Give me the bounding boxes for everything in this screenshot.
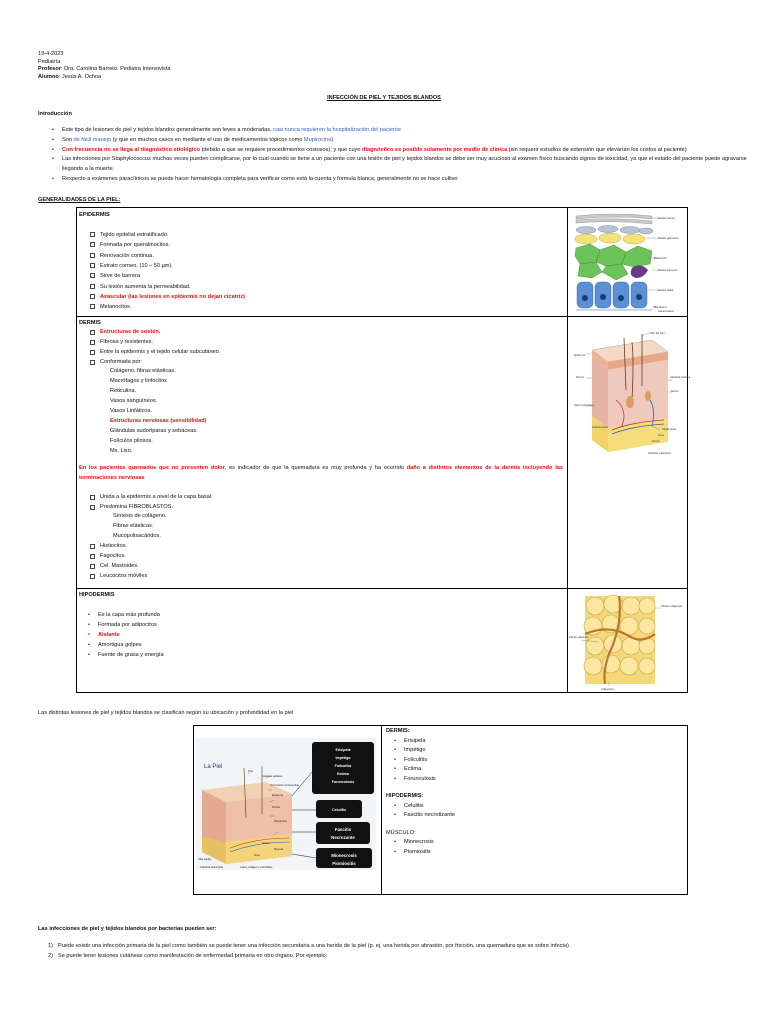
list-item: • Aislante [84, 630, 554, 640]
dark-box-label: Necrozante [331, 835, 355, 840]
list-item: • Ectima [390, 765, 455, 775]
list-item: 1) Puede existir una infección primaria de la piel como también se puede tener una infección secundaria a una herida de la piel (p. ej. una herida por abrasión, por fricción, una quemadura que se sobre infecta) [48, 943, 569, 949]
epidermis-heading: EPIDERMIS [79, 212, 110, 218]
list-item: Leucocitos móviles [88, 572, 558, 582]
dark-box-label: Piomiositis [332, 861, 356, 866]
list-item: • Las infecciones por Staphylococcus muchas veces pueden complicarse, por lo cual cuando se tiene a un paciente con una lesión de piel y tejidos blandos se debe ser muy acucioso al examen físico buscando signos de toxicidad, ya que el estado del paciente puede agravarse llegando a la muerte. [48, 155, 760, 175]
img-label: Papila pilosa [662, 428, 677, 431]
dermis-list [88, 328, 558, 368]
img-label: Folículo piloso [592, 426, 608, 429]
img-label: Nervio [671, 390, 679, 393]
list-item: Conformada por: [88, 358, 558, 368]
layers-figure [196, 738, 376, 870]
img-label: Estrato córneo [658, 217, 675, 220]
dark-box-label: Fascitis [334, 827, 352, 832]
list-item: Ms. Liso. [110, 447, 133, 454]
figure-title: La Piel [204, 764, 223, 770]
fig-label: Vena [254, 854, 260, 857]
img-label: Arteria [652, 440, 660, 443]
fig-label: Tallo capilar [198, 858, 212, 861]
list-item: • Impétigo [390, 746, 455, 756]
img-label: Melanocito [654, 257, 667, 260]
list-item: Fibrosa y resistentes. [88, 338, 558, 348]
img-label: Fibras elásticas [569, 635, 589, 639]
list-item: • Mionecrosis [390, 838, 455, 848]
list-item: Mucopolisacáridos. [113, 532, 161, 539]
dermis-heading: DERMIS [79, 320, 101, 326]
list-item: • Respecto a exámenes paraclínicos se puede hacer hematología completa para verificar como está la cuenta y formula blanca; generalmente no se hace cultivo [48, 175, 760, 185]
list-item: Síntesis de colágeno. [113, 513, 167, 519]
dermis-burn-note: En los pacientes quemados que no presenten dolor, es indicador de que la quemadura es muy profunda y ha ocurrido daño a distintos elementos de la dermis incluyendo las terminaciones nerviosas [79, 465, 563, 481]
dermis-illustration [572, 330, 691, 466]
list-item: • Forunculosis [390, 775, 455, 785]
list-item: Estructuras nerviosas (sensibilidad) [110, 417, 207, 424]
epidermis-illustration [574, 210, 686, 316]
img-label: Dermis [576, 376, 584, 379]
img-label: Glándula sebácea [670, 376, 691, 379]
img-label: Estrato basal [658, 289, 674, 292]
list-item: Su lesión aumenta la permeabilidad. [88, 282, 558, 292]
list-item: Avascular (las lesiones en epidermis no dejan cicatriz) [88, 292, 558, 302]
generalidades-heading: GENERALIDADES DE LA PIEL: [38, 197, 121, 203]
list-item: • Con frecuencia no se llega al diagnóstico etiológico (debido a que se requiere procedimientos costosos); y que cuyo diagnóstico es posible solamente por medio de clínica (sin requerir estudios de extensión que elevarían los costos al paciente) [48, 146, 760, 156]
fig-label: Arteria [262, 842, 270, 845]
fig-label: Músculo [274, 848, 284, 851]
fig-label: Pelo [248, 770, 254, 773]
list-item: 2) Se puede tener lesiones cutáneas como manifestación de enfermedad primaria en otro órgano. Por ejemplo: [48, 953, 328, 960]
list-item: • Celulitis [390, 802, 455, 812]
intro-heading: Introducción [38, 111, 72, 117]
list-item: • Erisipela [390, 737, 455, 747]
list-item: • Amortigua golpes [84, 640, 554, 650]
img-label: Estrato espinoso [658, 269, 678, 272]
list-item: Estrato corneo. (10 – 50 µm). [88, 261, 558, 271]
list-item: Glándulas sudoríparas y sebáceas. [110, 427, 198, 434]
list-item: • Es la capa más profunda [84, 610, 554, 620]
fig-label: Glándula sebácea [262, 775, 283, 778]
musculo-infections [390, 838, 455, 857]
dermis-sublist-2 [113, 512, 553, 542]
list-item: Predomina FIBROBLASTOS. [88, 503, 558, 513]
hipodermis-heading: HIPODERMIS [79, 592, 115, 598]
hipodermis-list [84, 610, 554, 660]
fig-label: Terminación nerviosa libre [270, 784, 300, 787]
table-divider [567, 207, 568, 693]
hipodermis-subheading: HIPODERMIS: [386, 793, 424, 799]
dermis-subheading: DERMIS: [386, 728, 410, 734]
dark-box-label: Ectima [337, 772, 349, 776]
hipodermis-infections [390, 802, 455, 821]
dark-box-label: Celulitis [332, 808, 346, 812]
list-item: Fagocitos. [88, 552, 558, 562]
img-label: Epidermis [574, 354, 586, 357]
img-label: Glándula sudorípara [648, 452, 671, 455]
dermis-sublist [110, 367, 550, 457]
dark-box-label: Foliculitis [334, 764, 352, 768]
list-item: Reticulina. [110, 387, 137, 394]
list-item: Formada por queratinocitos. [88, 240, 558, 250]
list-item: Entre la epidermis y el tejido celular subcutáneo. [88, 348, 558, 358]
list-item: Folículos pilosos. [110, 437, 153, 444]
list-item: • Piomiositis [390, 848, 455, 858]
professor-line: Profesor: Dra. Carolina Barreto. Pediatra Intensivista [38, 66, 171, 73]
dermis-list-3 [88, 542, 558, 582]
list-item: Vasos Linfáticos. [110, 407, 152, 414]
fig-label: Epidermis [272, 794, 284, 797]
img-label: Vena [658, 434, 664, 437]
document-header [38, 51, 170, 81]
bacterias-heading: Las infecciones de piel y tejidos blandos por bacterias pueden ser: [38, 926, 217, 932]
musculo-subheading: MÚSCULO: [386, 829, 416, 836]
fig-label: Grasa, colágeno, microbiales [240, 866, 273, 869]
list-item: Melanocitos. [88, 302, 558, 312]
student-line: Alumno: Jesús A. Ochoa [38, 73, 102, 80]
img-label: Tallo del pelo [650, 332, 665, 335]
list-item: • Fuente de grasa y energía [84, 650, 554, 660]
list-item: Tejido epitelial estratificado. [88, 230, 558, 240]
dark-box-label: Erisipela [335, 748, 351, 752]
list-item: • Son de fácil manejo (y que en muchos casos en mediante el uso de medicamentos tópicos como Mupirocina) [48, 136, 760, 146]
img-label: Adipocitos [601, 687, 614, 691]
intro-list [48, 126, 760, 185]
list-item: • Formada por adipocitos [84, 620, 554, 630]
table-divider [76, 316, 688, 317]
img-label: Membrana [654, 306, 667, 309]
list-item: Macrófagos y linfocitos [110, 377, 167, 384]
fig-label: Dermis [272, 806, 280, 809]
list-item: • Fascitis necrotizante [390, 811, 455, 821]
document-title: INFECCIÓN DE PIEL Y TEJIDOS BLANDOS [327, 95, 441, 101]
epidermis-list [88, 230, 558, 313]
date: 19-4-2023 [38, 51, 64, 57]
list-item: • Este tipo de lesiones de piel y tejidos blandos generalmente son leves a moderadas, casi nunca requieren la hospitalización del paciente [48, 126, 760, 136]
list-item: Renovación continua. [88, 251, 558, 261]
img-label: Fibras colágenas [661, 604, 683, 608]
dermis-list-2 [88, 493, 558, 513]
classification-lists [386, 727, 455, 857]
list-item: • Foliculitis [390, 756, 455, 766]
img-label: Lámina basal [658, 310, 674, 313]
list-item: Colágeno, fibras elásticas. [110, 368, 176, 374]
fig-label: Glándula Sudorípara [200, 866, 224, 869]
img-label: Tejido subcutáneo [574, 404, 595, 407]
dark-box-label: Furunculosis [331, 780, 355, 784]
subject: Pediatría [38, 58, 61, 65]
hipodermis-illustration [569, 594, 687, 692]
list-item: Vasos sanguíneos. [110, 397, 158, 404]
list-item: Fibras elásticas. [113, 522, 154, 529]
dermis-infections [390, 737, 455, 785]
list-item: Histiocitos. [88, 542, 558, 552]
dark-box-label: Mionecrosis [331, 853, 357, 858]
bacterias-list [48, 941, 760, 962]
table-divider [76, 588, 688, 589]
img-label: Estrato granuloso [658, 237, 679, 240]
list-item: Cel. Mastoides. [88, 562, 558, 572]
list-item: Unida a la epidermis a nivel de la capa basal. [88, 493, 558, 503]
classification-intro: Las distintas lesiones de piel y tejidos blandos se clasifican según su ubicación y profundidad en la piel [38, 710, 294, 716]
dark-box-label: Impétigo [335, 756, 351, 760]
list-item: Sirve de barrera. [88, 271, 558, 281]
list-item: Estructuras de sostén. [88, 328, 558, 338]
fig-label: Hipodermis [274, 820, 287, 823]
